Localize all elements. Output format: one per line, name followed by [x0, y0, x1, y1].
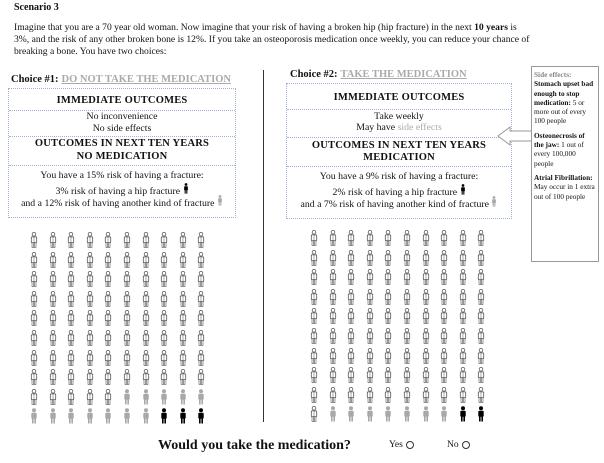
- choice1-immediate-1: No inconvenience: [86, 111, 158, 122]
- no-fracture-person-icon: [366, 250, 374, 266]
- no-fracture-person-icon: [123, 310, 131, 326]
- choice2-panel: [286, 83, 512, 219]
- no-fracture-person-icon: [197, 232, 205, 248]
- no-fracture-person-icon: [347, 367, 355, 383]
- no-fracture-person-icon: [30, 350, 38, 366]
- no-fracture-person-icon: [422, 328, 430, 344]
- choice2-hip-text: 2% risk of having a hip fracture: [332, 187, 458, 198]
- no-fracture-person-icon: [179, 369, 187, 385]
- other-fracture-person-icon: [142, 408, 150, 424]
- no-fracture-person-icon: [160, 310, 168, 326]
- no-fracture-person-icon: [49, 389, 57, 405]
- no-fracture-person-icon: [347, 328, 355, 344]
- choice2-ten-year-header-2: MEDICATION: [287, 151, 511, 167]
- yes-label: Yes: [389, 440, 403, 450]
- no-fracture-person-icon: [477, 367, 485, 383]
- no-fracture-person-icon: [160, 350, 168, 366]
- other-fracture-person-icon: [49, 408, 57, 424]
- no-fracture-person-icon: [459, 289, 467, 305]
- choice1-immediate-header: IMMEDIATE OUTCOMES: [9, 89, 235, 111]
- no-fracture-person-icon: [86, 350, 94, 366]
- other-fracture-person-icon: [403, 406, 411, 422]
- no-fracture-person-icon: [366, 328, 374, 344]
- no-fracture-person-icon: [30, 271, 38, 287]
- no-fracture-person-icon: [477, 250, 485, 266]
- no-fracture-person-icon: [86, 330, 94, 346]
- no-fracture-person-icon: [329, 289, 337, 305]
- choice2-hip-line: [287, 184, 511, 196]
- no-fracture-person-icon: [310, 269, 318, 285]
- intro-text: [14, 22, 534, 58]
- no-fracture-person-icon: [440, 289, 448, 305]
- choice1-title: DO NOT TAKE THE MEDICATION: [61, 74, 231, 85]
- no-fracture-person-icon: [142, 350, 150, 366]
- choice1-panel: [8, 88, 236, 218]
- no-fracture-person-icon: [86, 232, 94, 248]
- no-fracture-person-icon: [347, 387, 355, 403]
- no-fracture-person-icon: [347, 250, 355, 266]
- other-fracture-person-icon: [30, 408, 38, 424]
- no-fracture-person-icon: [30, 291, 38, 307]
- no-fracture-person-icon: [403, 308, 411, 324]
- no-fracture-person-icon: [67, 252, 75, 268]
- no-fracture-person-icon: [67, 232, 75, 248]
- no-fracture-person-icon: [477, 269, 485, 285]
- question-text: Would you take the medication?: [158, 438, 351, 453]
- no-fracture-person-icon: [459, 367, 467, 383]
- no-fracture-person-icon: [477, 230, 485, 246]
- no-fracture-person-icon: [142, 310, 150, 326]
- choice1-hip-line: [9, 183, 235, 195]
- choice2-header: [290, 69, 467, 80]
- other-fracture-person-icon: [179, 389, 187, 405]
- no-fracture-person-icon: [347, 269, 355, 285]
- no-fracture-person-icon: [142, 252, 150, 268]
- no-fracture-person-icon: [384, 230, 392, 246]
- other-fracture-person-icon: [142, 389, 150, 405]
- no-fracture-person-icon: [179, 291, 187, 307]
- no-fracture-person-icon: [384, 367, 392, 383]
- choice2-immediate-1: Take weekly: [374, 111, 424, 122]
- osteonecrosis-text: 1 out of every 100,000 people: [534, 140, 584, 168]
- no-fracture-person-icon: [459, 387, 467, 403]
- no-fracture-person-icon: [197, 330, 205, 346]
- no-fracture-person-icon: [384, 348, 392, 364]
- no-fracture-person-icon: [459, 230, 467, 246]
- no-fracture-person-icon: [197, 350, 205, 366]
- no-fracture-person-icon: [30, 310, 38, 326]
- no-fracture-person-icon: [49, 291, 57, 307]
- no-fracture-person-icon: [403, 250, 411, 266]
- no-fracture-person-icon: [197, 310, 205, 326]
- no-fracture-person-icon: [366, 367, 374, 383]
- yes-option[interactable]: [389, 440, 414, 450]
- no-fracture-person-icon: [403, 269, 411, 285]
- no-fracture-person-icon: [123, 369, 131, 385]
- no-fracture-person-icon: [422, 289, 430, 305]
- no-fracture-person-icon: [179, 350, 187, 366]
- no-fracture-person-icon: [329, 348, 337, 364]
- no-fracture-person-icon: [310, 367, 318, 383]
- no-option[interactable]: [447, 440, 470, 450]
- no-fracture-person-icon: [123, 271, 131, 287]
- no-fracture-person-icon: [67, 369, 75, 385]
- no-fracture-person-icon: [310, 230, 318, 246]
- no-fracture-person-icon: [104, 350, 112, 366]
- no-fracture-person-icon: [310, 308, 318, 324]
- hip-fracture-person-icon: [179, 408, 187, 424]
- no-fracture-person-icon: [67, 389, 75, 405]
- no-fracture-person-icon: [384, 289, 392, 305]
- no-fracture-person-icon: [440, 348, 448, 364]
- no-fracture-person-icon: [179, 252, 187, 268]
- no-fracture-person-icon: [440, 269, 448, 285]
- no-fracture-person-icon: [384, 328, 392, 344]
- no-fracture-person-icon: [104, 252, 112, 268]
- choice2-immediate-header: IMMEDIATE OUTCOMES: [287, 84, 511, 110]
- no-fracture-person-icon: [86, 389, 94, 405]
- no-fracture-person-icon: [310, 348, 318, 364]
- no-fracture-person-icon: [403, 328, 411, 344]
- no-fracture-person-icon: [440, 250, 448, 266]
- no-fracture-person-icon: [67, 310, 75, 326]
- no-fracture-person-icon: [310, 328, 318, 344]
- no-fracture-person-icon: [329, 308, 337, 324]
- no-fracture-person-icon: [197, 291, 205, 307]
- other-fracture-person-icon: [67, 408, 75, 424]
- no-fracture-person-icon: [403, 387, 411, 403]
- no-fracture-person-icon: [422, 308, 430, 324]
- no-fracture-person-icon: [86, 291, 94, 307]
- no-fracture-person-icon: [422, 230, 430, 246]
- no-fracture-person-icon: [123, 291, 131, 307]
- no-fracture-person-icon: [104, 330, 112, 346]
- no-fracture-person-icon: [160, 271, 168, 287]
- other-fracture-person-icon: [123, 389, 131, 405]
- no-fracture-person-icon: [142, 369, 150, 385]
- hip-fracture-person-icon: [197, 408, 205, 424]
- other-fracture-person-icon: [422, 406, 430, 422]
- no-fracture-person-icon: [30, 330, 38, 346]
- choice1-label: Choice #1:: [11, 74, 59, 85]
- no-fracture-person-icon: [67, 330, 75, 346]
- no-fracture-person-icon: [310, 250, 318, 266]
- other-fracture-person-icon: [217, 195, 223, 206]
- no-fracture-person-icon: [403, 348, 411, 364]
- atrial-fibrillation-label: Atrial Fibrillation:: [534, 172, 593, 182]
- choice1-ten-year-header-2: NO MEDICATION: [9, 150, 235, 166]
- no-fracture-person-icon: [179, 310, 187, 326]
- no-fracture-person-icon: [347, 348, 355, 364]
- choice2-label: Choice #2:: [290, 69, 338, 80]
- no-fracture-person-icon: [477, 289, 485, 305]
- no-fracture-person-icon: [49, 232, 57, 248]
- no-fracture-person-icon: [160, 291, 168, 307]
- other-fracture-person-icon: [366, 406, 374, 422]
- no-fracture-person-icon: [49, 310, 57, 326]
- no-fracture-person-icon: [422, 269, 430, 285]
- other-fracture-person-icon: [104, 408, 112, 424]
- no-fracture-person-icon: [197, 369, 205, 385]
- other-fracture-person-icon: [491, 196, 497, 207]
- other-fracture-person-icon: [160, 389, 168, 405]
- choice1-header: [11, 74, 231, 85]
- no-fracture-person-icon: [86, 252, 94, 268]
- choice2-risk-line: You have a 9% risk of having a fracture:: [319, 171, 479, 182]
- no-fracture-person-icon: [86, 271, 94, 287]
- callout-arrow: [496, 125, 536, 147]
- hip-person-icon: [183, 183, 189, 194]
- no-fracture-person-icon: [347, 230, 355, 246]
- no-fracture-person-icon: [30, 252, 38, 268]
- no-fracture-person-icon: [440, 230, 448, 246]
- no-fracture-person-icon: [459, 250, 467, 266]
- no-fracture-person-icon: [142, 232, 150, 248]
- stomach-upset-label: Stomach upset bad enough to stop medication:: [534, 79, 594, 107]
- no-fracture-person-icon: [179, 330, 187, 346]
- choice1-hip-text: 3% risk of having a hip fracture: [55, 186, 181, 197]
- no-fracture-person-icon: [86, 310, 94, 326]
- side-effects-box: [531, 66, 599, 262]
- osteonecrosis-label: Osteonecrosis of the jaw:: [534, 130, 585, 150]
- no-fracture-person-icon: [403, 367, 411, 383]
- no-fracture-person-icon: [329, 367, 337, 383]
- no-fracture-person-icon: [384, 250, 392, 266]
- no-fracture-person-icon: [477, 328, 485, 344]
- no-radio[interactable]: [462, 441, 470, 449]
- no-fracture-person-icon: [49, 271, 57, 287]
- no-fracture-person-icon: [67, 350, 75, 366]
- stomach-upset-text: 5 or more out of every 100 people: [534, 97, 587, 126]
- no-fracture-person-icon: [329, 269, 337, 285]
- other-fracture-person-icon: [384, 406, 392, 422]
- no-fracture-person-icon: [459, 328, 467, 344]
- no-fracture-person-icon: [104, 291, 112, 307]
- intro-part-2: is 3%, and the risk of any other broken bone is 12%. If you take an osteoporosis medication once weekly, you can reduce your chance of breaking a bone. You have two choices:: [14, 22, 530, 57]
- intro-bold: 10 years: [474, 22, 508, 33]
- choice2-immediate-2: [287, 122, 511, 138]
- no-fracture-person-icon: [49, 369, 57, 385]
- no-fracture-person-icon: [329, 328, 337, 344]
- other-fracture-person-icon: [440, 406, 448, 422]
- no-fracture-person-icon: [160, 330, 168, 346]
- other-fracture-person-icon: [123, 408, 131, 424]
- no-fracture-person-icon: [160, 369, 168, 385]
- no-fracture-person-icon: [142, 291, 150, 307]
- no-fracture-person-icon: [440, 328, 448, 344]
- no-fracture-person-icon: [123, 350, 131, 366]
- no-fracture-person-icon: [477, 387, 485, 403]
- atrial-fibrillation-text: May occur in 1 extra out of 100 people: [534, 182, 595, 201]
- no-fracture-person-icon: [49, 252, 57, 268]
- no-fracture-person-icon: [422, 250, 430, 266]
- no-fracture-person-icon: [310, 387, 318, 403]
- no-fracture-person-icon: [440, 387, 448, 403]
- no-fracture-person-icon: [104, 232, 112, 248]
- no-fracture-person-icon: [403, 289, 411, 305]
- no-fracture-person-icon: [30, 389, 38, 405]
- no-fracture-person-icon: [104, 369, 112, 385]
- yes-radio[interactable]: [406, 441, 414, 449]
- hip-person-icon: [460, 184, 466, 195]
- no-fracture-person-icon: [440, 367, 448, 383]
- no-fracture-person-icon: [104, 310, 112, 326]
- no-fracture-person-icon: [459, 348, 467, 364]
- column-divider: [263, 70, 264, 422]
- no-fracture-person-icon: [179, 271, 187, 287]
- no-fracture-person-icon: [197, 271, 205, 287]
- no-fracture-person-icon: [366, 348, 374, 364]
- no-fracture-person-icon: [30, 369, 38, 385]
- hip-fracture-person-icon: [459, 406, 467, 422]
- no-fracture-person-icon: [403, 230, 411, 246]
- no-fracture-person-icon: [123, 232, 131, 248]
- hip-fracture-person-icon: [477, 406, 485, 422]
- choice1-risk-line: You have a 15% risk of having a fracture:: [40, 170, 204, 181]
- no-fracture-person-icon: [160, 232, 168, 248]
- no-fracture-person-icon: [422, 367, 430, 383]
- no-fracture-person-icon: [197, 252, 205, 268]
- no-fracture-person-icon: [459, 308, 467, 324]
- no-fracture-person-icon: [440, 308, 448, 324]
- no-fracture-person-icon: [477, 348, 485, 364]
- no-fracture-person-icon: [329, 387, 337, 403]
- no-fracture-person-icon: [86, 369, 94, 385]
- no-fracture-person-icon: [123, 252, 131, 268]
- no-fracture-person-icon: [366, 387, 374, 403]
- no-fracture-person-icon: [160, 252, 168, 268]
- no-fracture-person-icon: [49, 350, 57, 366]
- no-fracture-person-icon: [123, 330, 131, 346]
- no-fracture-person-icon: [67, 271, 75, 287]
- no-fracture-person-icon: [366, 230, 374, 246]
- other-fracture-person-icon: [347, 406, 355, 422]
- hip-fracture-person-icon: [160, 408, 168, 424]
- no-fracture-person-icon: [49, 330, 57, 346]
- other-fracture-person-icon: [86, 408, 94, 424]
- no-fracture-person-icon: [104, 389, 112, 405]
- no-fracture-person-icon: [384, 387, 392, 403]
- no-fracture-person-icon: [329, 230, 337, 246]
- no-fracture-person-icon: [347, 308, 355, 324]
- no-fracture-person-icon: [366, 269, 374, 285]
- choice2-other-text: and a 7% risk of having another kind of fracture: [300, 199, 490, 210]
- no-fracture-person-icon: [104, 271, 112, 287]
- no-fracture-person-icon: [142, 330, 150, 346]
- no-label: No: [447, 440, 459, 450]
- no-fracture-person-icon: [310, 406, 318, 422]
- side-effects-link: side effects: [397, 122, 442, 133]
- no-fracture-person-icon: [310, 289, 318, 305]
- choice1-other-line: [9, 195, 235, 207]
- no-fracture-person-icon: [459, 269, 467, 285]
- no-fracture-person-icon: [422, 348, 430, 364]
- scenario-title: Scenario 3: [14, 2, 59, 13]
- no-fracture-person-icon: [366, 289, 374, 305]
- no-fracture-person-icon: [30, 232, 38, 248]
- choice1-immediate-2: No side effects: [9, 123, 235, 137]
- no-fracture-person-icon: [67, 291, 75, 307]
- no-fracture-person-icon: [422, 387, 430, 403]
- no-fracture-person-icon: [179, 232, 187, 248]
- other-fracture-person-icon: [329, 406, 337, 422]
- choice2-other-line: [287, 196, 511, 208]
- intro-part-1: Imagine that you are a 70 year old woman. Now imagine that your risk of having a broken hip (hip fracture) in the next: [14, 22, 475, 33]
- no-fracture-person-icon: [142, 271, 150, 287]
- choice2-title: TAKE THE MEDICATION: [340, 69, 467, 80]
- choice2-ten-year-header-1: OUTCOMES IN NEXT TEN YEARS: [311, 140, 487, 151]
- no-fracture-person-icon: [477, 308, 485, 324]
- no-fracture-person-icon: [366, 308, 374, 324]
- choice2-immediate-2a: May have: [356, 122, 398, 133]
- no-fracture-person-icon: [329, 250, 337, 266]
- no-fracture-person-icon: [384, 308, 392, 324]
- other-fracture-person-icon: [197, 389, 205, 405]
- no-fracture-person-icon: [384, 269, 392, 285]
- choice1-ten-year-header-1: OUTCOMES IN NEXT TEN YEARS: [34, 138, 210, 149]
- no-fracture-person-icon: [347, 289, 355, 305]
- side-effects-label: Side effects:: [534, 70, 572, 79]
- choice1-other-text: and a 12% risk of having another kind of fracture: [21, 198, 215, 209]
